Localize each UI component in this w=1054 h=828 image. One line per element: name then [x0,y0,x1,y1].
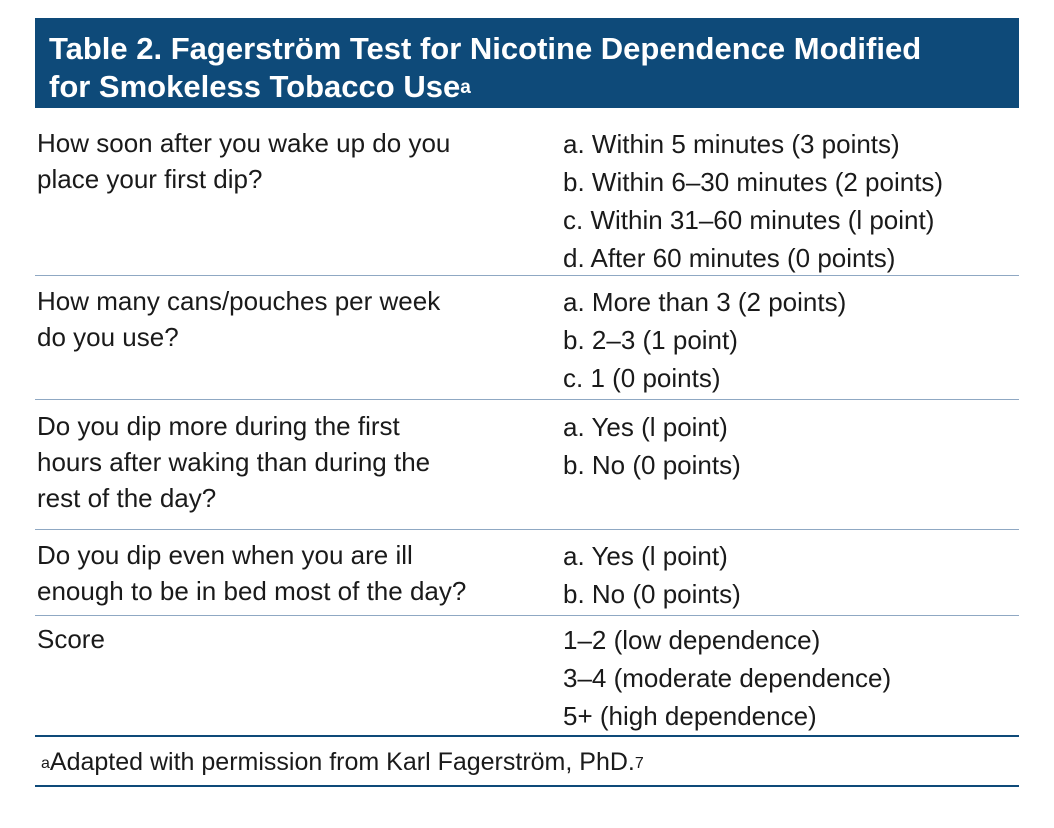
fagerstrom-table [35,18,1019,787]
footnote-reference: 7 [634,755,644,772]
answer-option: a. More than 3 (2 points) [563,287,847,317]
answer-cell [563,408,1019,529]
table-row-score [35,616,1019,737]
table-title-line-2-text: for Smokeless Tobacco Use [49,69,461,104]
table-row [35,108,1019,276]
question-cell [35,621,563,735]
footnote-text: Adapted with permission from Karl Fagerström, PhD. [49,748,635,776]
score-range: 1–2 (low dependence) [563,625,821,655]
answer-option: a. Within 5 minutes (3 points) [563,129,900,159]
answer-option: a. Yes (l point) [563,541,728,571]
question-text: rest of the day? [37,483,217,513]
answer-option: b. 2–3 (1 point) [563,325,738,355]
table-row [35,530,1019,616]
question-text: How many cans/pouches per week [37,286,441,316]
question-text: How soon after you wake up do you [37,128,451,158]
question-cell [35,283,563,399]
answer-cell [563,125,1019,275]
question-cell [35,408,563,529]
question-text: place your first dip? [37,164,263,194]
answer-cell [563,537,1019,615]
table-title-line-1: Table 2. Fagerström Test for Nicotine Dependence Modified [49,31,922,66]
title-footnote-marker: a [460,77,471,98]
answer-option: c. 1 (0 points) [563,363,721,393]
answer-option: b. No (0 points) [563,579,741,609]
question-cell [35,537,563,615]
question-text: Do you dip even when you are ill [37,540,413,570]
answer-cell [563,621,1019,735]
question-text: enough to be in bed most of the day? [37,576,467,606]
score-range: 3–4 (moderate dependence) [563,663,892,693]
answer-option: a. Yes (l point) [563,412,728,442]
table-footnote [35,737,1019,787]
footnote-marker: a [41,755,50,772]
answer-option: d. After 60 minutes (0 points) [563,243,896,273]
question-text: do you use? [37,322,179,352]
answer-option: b. No (0 points) [563,450,741,480]
table-title-line-2 [49,68,1005,106]
score-label: Score [37,624,105,654]
table-title-bar [35,18,1019,108]
question-text: hours after waking than during the [37,447,431,477]
table-row [35,400,1019,530]
answer-option: c. Within 31–60 minutes (l point) [563,205,935,235]
score-range: 5+ (high dependence) [563,701,817,731]
answer-cell [563,283,1019,399]
answer-option: b. Within 6–30 minutes (2 points) [563,167,944,197]
question-cell [35,125,563,275]
table-row [35,276,1019,400]
question-text: Do you dip more during the first [37,411,400,441]
